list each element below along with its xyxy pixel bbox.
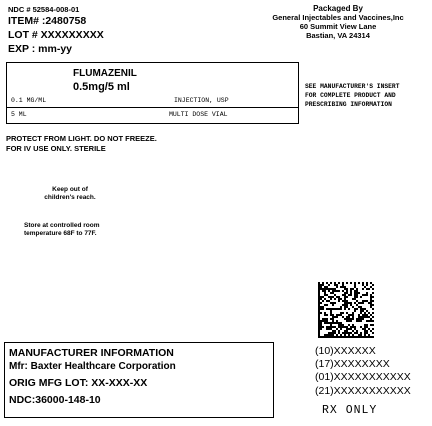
children-warning-line: children's reach. <box>44 194 96 201</box>
code-01: (01)XXXXXXXXXXX <box>315 371 411 384</box>
drug-strength: 0.5mg/5 ml <box>73 81 130 93</box>
packager-name: General Injectables and Vaccines,Inc <box>272 13 404 22</box>
expiration-date: EXP : mm-yy <box>8 43 72 55</box>
packager-street: 60 Summit View Lane <box>299 22 377 31</box>
manufacturer-ndc: NDC:36000-148-10 <box>9 394 101 406</box>
vial-type: MULTI DOSE VIAL <box>169 111 228 118</box>
storage-temperature <box>24 222 99 238</box>
drug-volume: 5 ML <box>11 111 27 118</box>
insert-note <box>305 82 399 110</box>
drug-name: FLUMAZENIL <box>73 68 137 79</box>
code-21: (21)XXXXXXXXXXX <box>315 384 411 397</box>
code-10: (10)XXXXXX <box>315 345 376 357</box>
children-warning <box>40 186 100 202</box>
drug-concentration: 0.1 MG/ML <box>11 97 47 104</box>
packager-block <box>250 4 426 40</box>
storage-line: Store at controlled room <box>24 222 100 229</box>
datamatrix-barcode <box>318 282 374 338</box>
manufacturer-name: Mfr: Baxter Healthcare Corporation <box>9 361 176 372</box>
light-warning: PROTECT FROM LIGHT. DO NOT FREEZE. <box>6 134 157 143</box>
insert-note-line: PRESCRIBING INFORMATION <box>305 101 392 109</box>
rx-only: RX ONLY <box>322 404 378 417</box>
manufacturer-box <box>4 342 274 418</box>
storage-line: temperature 68F to 77F. <box>24 230 97 237</box>
original-lot: ORIG MFG LOT: XX-XXX-XX <box>9 377 148 389</box>
manufacturer-title: MANUFACTURER INFORMATION <box>9 347 174 359</box>
drug-box-divider <box>7 107 298 108</box>
storage-warning <box>6 134 157 153</box>
ndc-number: NDC # 52584-008-01 <box>8 5 80 14</box>
drug-route: INJECTION, USP <box>174 97 229 104</box>
packager-title: Packaged By <box>313 4 363 13</box>
lot-number: LOT # XXXXXXXXX <box>8 29 104 41</box>
packager-city: Bastian, VA 24314 <box>306 31 370 40</box>
drug-info-box <box>6 62 299 124</box>
insert-note-line: SEE MANUFACTURER'S INSERT <box>305 83 400 90</box>
insert-note-line: FOR COMPLETE PRODUCT AND <box>305 92 396 100</box>
item-number: ITEM# :2480758 <box>8 15 87 27</box>
iv-use-warning: FOR IV USE ONLY. STERILE <box>6 143 106 153</box>
barcode-codes <box>315 345 411 398</box>
code-17: (17)XXXXXXXX <box>315 358 390 371</box>
children-warning-line: Keep out of <box>52 186 88 193</box>
